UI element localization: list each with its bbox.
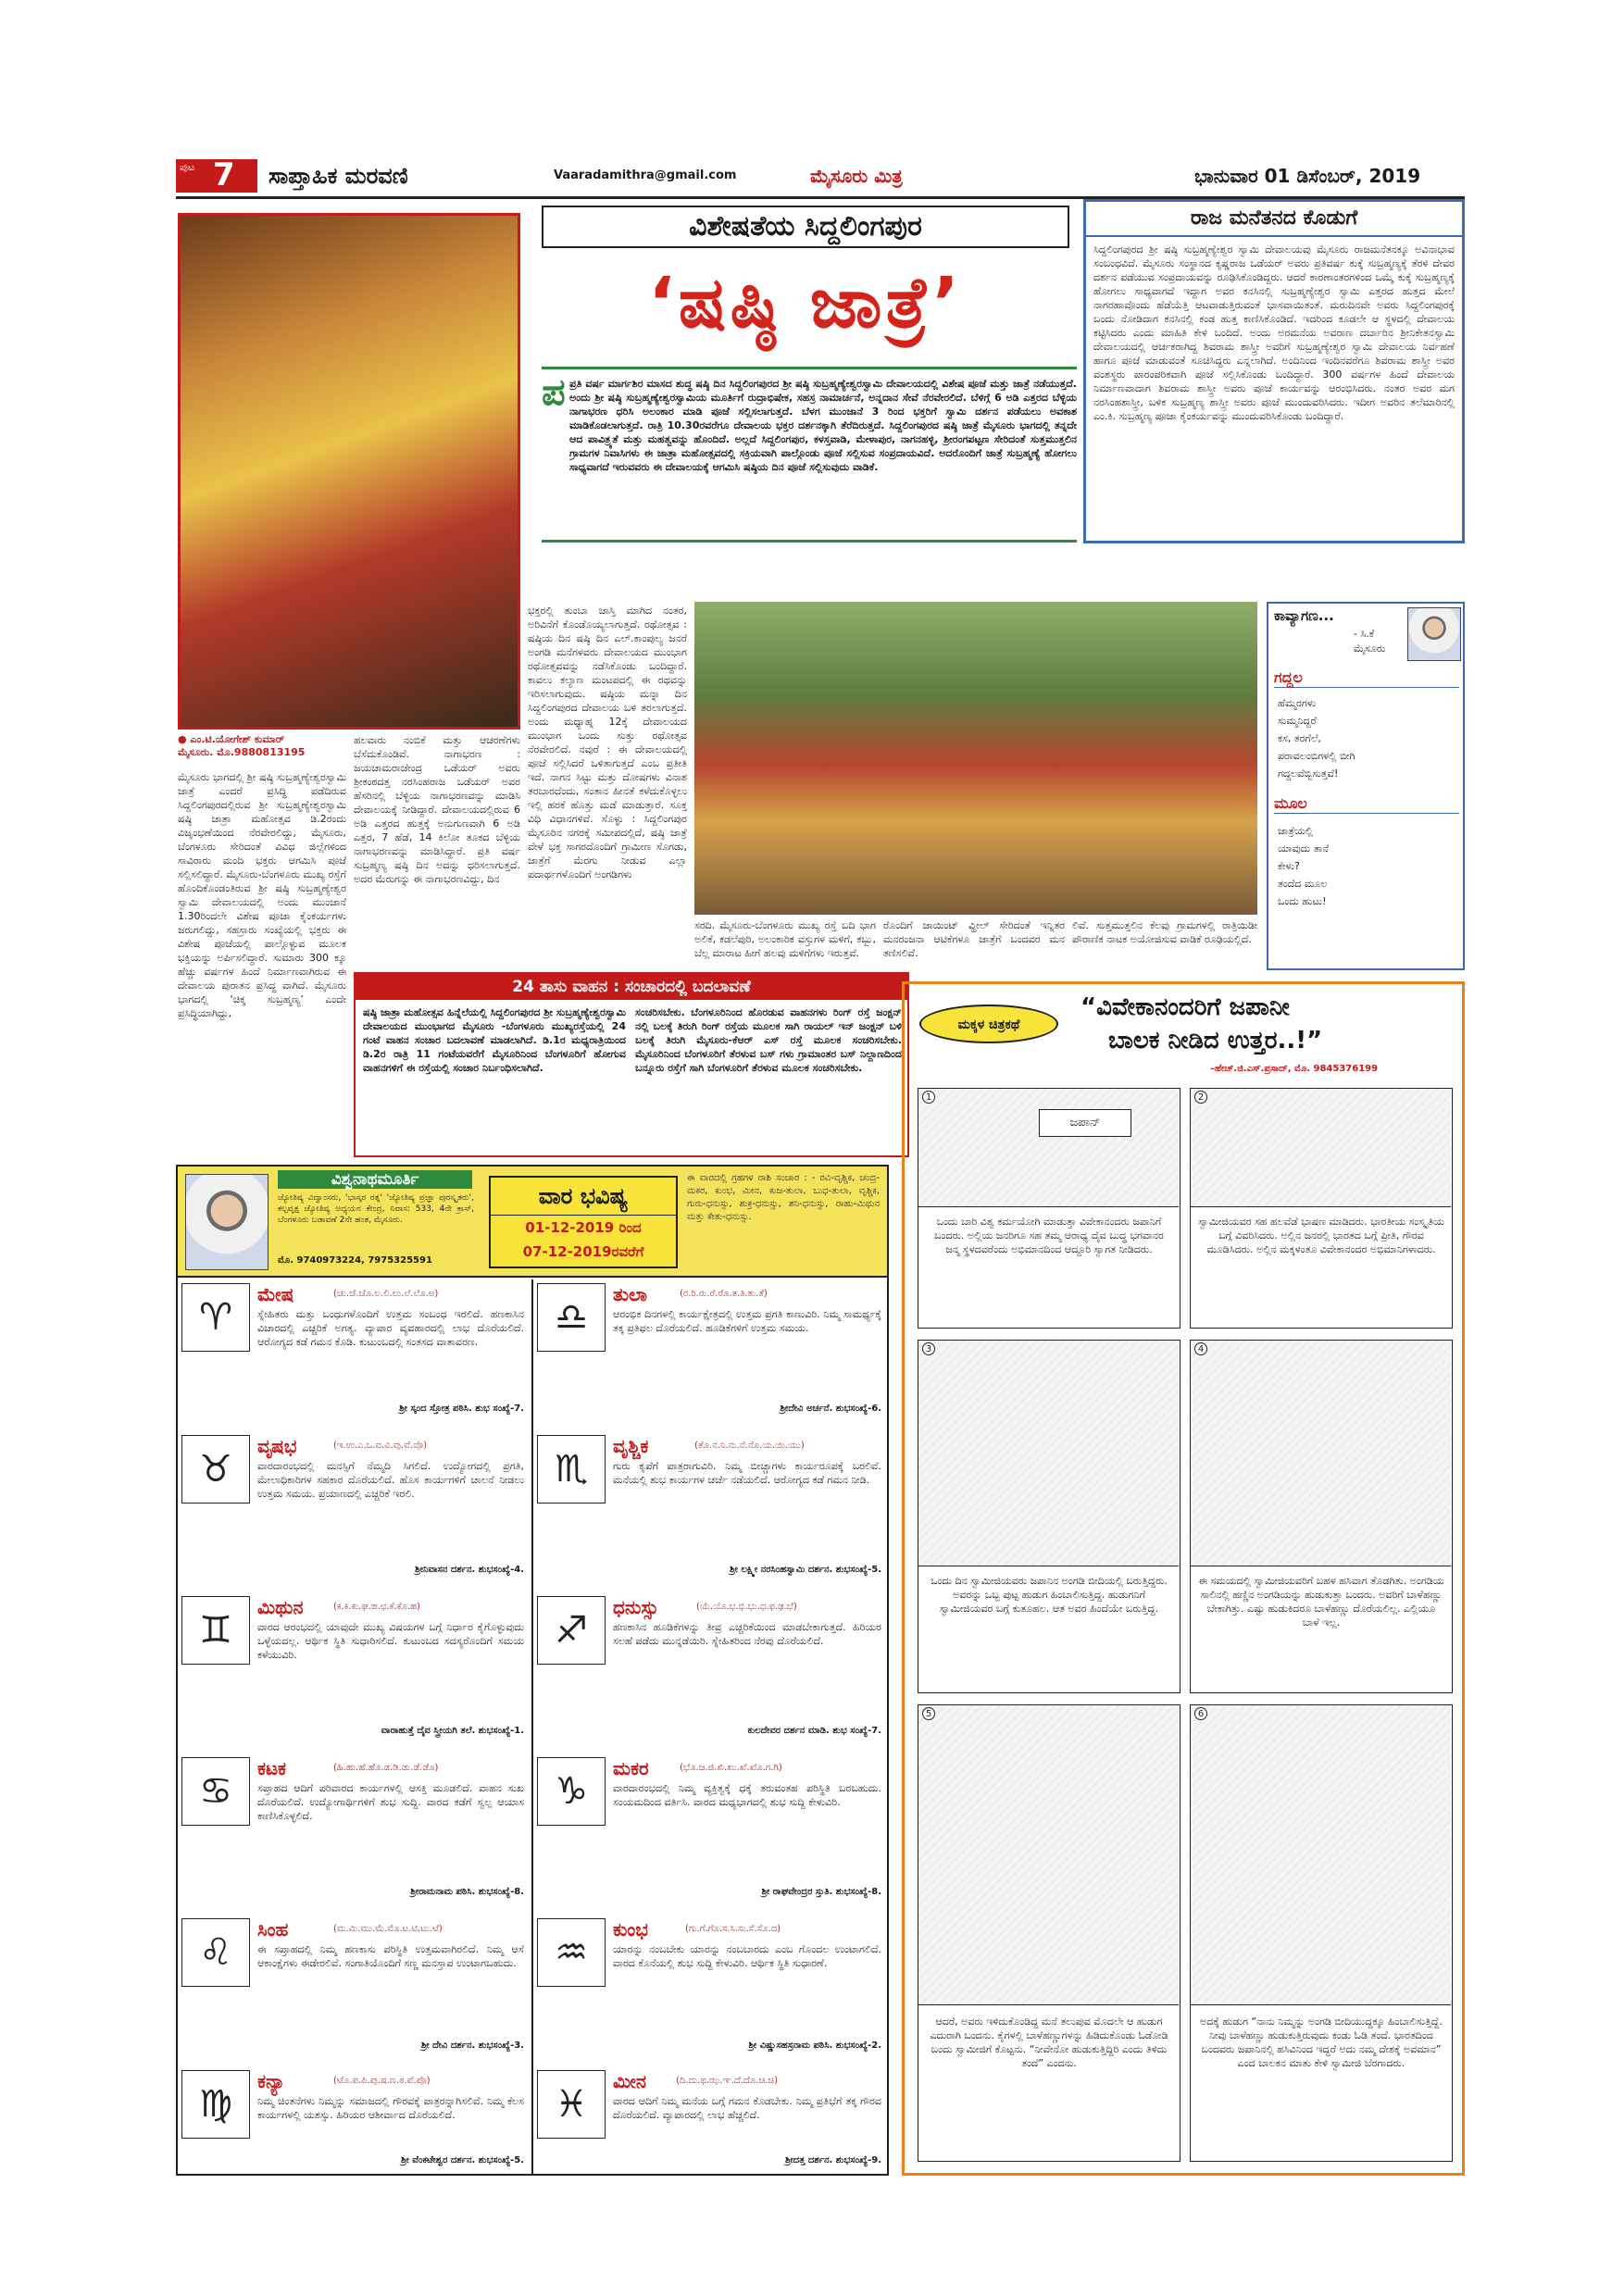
sign-glyph: ♋: [199, 1770, 232, 1813]
astrologer-photo: [185, 1174, 269, 1270]
kavya-box: [1267, 602, 1465, 970]
lion-icon: [181, 1918, 250, 1987]
weekly-forecast-title: ವಾರ ಭವಿಷ್ಯ: [491, 1178, 676, 1216]
poem-line: ಗದ್ದಲವೆಬ್ಬಿಸುತ್ತವೆ!: [1278, 767, 1339, 780]
page-number: 7: [213, 156, 235, 193]
sign-glyph: ♉: [199, 1448, 232, 1491]
sign-dhanussu: [537, 1596, 883, 1753]
poem1-lines: [1278, 694, 1459, 782]
panel-number: 3: [922, 1342, 935, 1355]
kavya-author: - ಸಿ.ಕೆ: [1354, 628, 1375, 640]
sign-name: ವೃಷಭ: [257, 1435, 297, 1457]
market-street-illustration: [918, 1341, 1179, 1566]
sign-remedy: ವಾರಾಹುತ್ತೆ ದೈವ ಸ್ತ್ರೀಯಗಿ ತಲೆ. ಶುಭಸಂಖ್ಯೆ-1.: [381, 1726, 524, 1736]
comic-panel-6: [1190, 1704, 1453, 2162]
sign-glyph: ♏: [555, 1448, 588, 1491]
transport-col-1: ಷಷ್ಠಿ ಜಾತ್ರಾ ಮಹೋತ್ಸವ ಹಿನ್ನೆಲೆಯಲ್ಲಿ ಸಿದ್ದಲಿಂಗಪುರದ ಶ್ರೀ ಸುಬ್ರಹ್ಮಣ್ಯೇಶ್ವರಸ್ವಾಮಿ ದೇವಾಲಯದ ಮುಂಭಾಗದ ಮೈಸೂರು -ಬೆಂಗಳೂರು ಮುಖ್ಯರಸ್ತೆಯಲ್ಲಿ 24 ಗಂಟೆ ವಾಹನ ಸಂಚಾರ ಬದಲಾವಣೆ ಮಾಡಲಾಗಿದೆ. ಡಿ.1ರ ಮಧ್ಯರಾತ್ರಿಯಿಂದ ಡಿ.2ರ ರಾತ್ರಿ 11 ಗಂಟೆಯವರೆಗೆ ಮೈಸೂರಿನಿಂದ ಬೆಂಗಳೂರಿಗೆ ಹೋಗುವ ವಾಹನಗಳಿಗೆ ಈ ರಸ್ತೆಯಲ್ಲಿ ಸಂಚಾರ ನಿರ್ಬಂಧಿಸಲಾಗಿದೆ.: [363, 1006, 626, 1074]
kavya-title: ಕಾವ್ಯಾಗಣ...: [1274, 607, 1334, 624]
vivekananda-portrait-illustration: [918, 1089, 1179, 1207]
sign-name: ಕಟಕ: [257, 1757, 287, 1779]
royal-box-header: [1086, 202, 1462, 237]
sign-name: ಸಿಂಹ: [257, 1918, 289, 1940]
sign-letters: (ದಿ.ದು.ಥ.ಝ.ಞ.ದೆ.ದೊ.ಚ.ಚಿ): [676, 2076, 778, 2086]
sign-forecast: ವಾರದ ಆದಿಗೆ ನಿಮ್ಮ ಮನೆಯ ಬಗ್ಗೆ ಗಮನ ಕೊಡಬೇಕು. ನಿಮ್ಮ ಪ್ರತಿಭೆಗೆ ತಕ್ಕ ಗೌರವ ದೊರೆಯಲಿದೆ. ವ್ಯಾಪಾರದಲ್ಲಿ ಲಾಭ ಹೆಚ್ಚಲಿದೆ.: [613, 2095, 881, 2121]
sign-kumbha: [537, 1918, 883, 2066]
boy-explaining-illustration: [1191, 1705, 1451, 2005]
bull-icon: [181, 1435, 250, 1504]
sign-remedy: ಶ್ರೀ ವಿಷ್ಣುಸಹಸ್ರನಾಮ ಪಠಿಸಿ. ಶುಭಸಂಖ್ಯೆ-2.: [748, 2040, 881, 2051]
sign-glyph: ♓: [555, 2083, 588, 2126]
sign-remedy: ಶ್ರೀನಿವಾಸನ ದರ್ಶನ. ಶುಭಸಂಖ್ಯೆ-4.: [415, 1565, 524, 1575]
poem-line: ಜಾತ್ರೆಯಲ್ಲಿ: [1278, 825, 1314, 837]
poem-line: ಪರಾವಲಂಬಿಗಳಲ್ಲಿ ಬೀಗಿ: [1278, 750, 1355, 762]
sign-remedy: ಶ್ರೀ ರಾಘವೇಂದ್ರರ ಸ್ತುತಿ. ಶುಭಸಂಖ್ಯೆ-8.: [761, 1887, 881, 1897]
crab-icon: [181, 1757, 250, 1826]
sign-letters: (ಭೊ.ಜ.ಜಿ.ಖಿ.ಖು.ಖೆ.ಖೊ.ಗ.ಗಿ): [680, 1763, 782, 1773]
poem-line: ಸುಮ್ಮನಿದ್ದರೆ: [1278, 715, 1317, 727]
sign-letters: (ಕ.ಕಿ.ಕು.ಘ.ಙ.ಛ.ಕೆ.ಕೊ.ಹ): [333, 1602, 420, 1612]
drop-cap: ಪ: [542, 371, 566, 414]
boy-offering-bananas-illustration: [918, 1705, 1179, 2005]
lead-column-2: ಹಲವಾರು ನಂಬಿಕೆ ಮತ್ತು ಆಚರಣೆಗಳು ಬೆಸೆದುಕೊಂಡಿವೆ. ನಾಗಾಭರಣ : ಜಯಚಾಮರಾಜೇಂದ್ರ ಒಡೆಯರ್ ಅವರು ಶ್ರೀಕಂಠದತ್ತ ನರಸಿಂಹರಾಜ ಒಡೆಯರ್ ಅವರ ಹೆಸರಿನಲ್ಲಿ ಬೆಳ್ಳಿಯ ನಾಗಾಭರಣವನ್ನು ಮಾಡಿಸಿ ದೇವಾಲಯಕ್ಕೆ ನೀಡಿದ್ದಾರೆ. ದೇವಾಲಯದಲ್ಲಿರುವ 6 ಅಡಿ ಎತ್ತರದ ಹುತ್ತಕ್ಕೆ ಅನುಗುಣವಾಗಿ 6 ಅಡಿ ಎತ್ತರ, 7 ಹೆಡೆ, 14 ಕಿಲೋ ತೂಕದ ಬೆಳ್ಳಿಯ ನಾಗಾಭರಣವನ್ನು ಮಾಡಿಸಿದ್ದಾರೆ. ಪ್ರತಿ ವರ್ಷ ಸುಬ್ರಹ್ಮಣ್ಯ ಷಷ್ಠಿ ದಿನ ಅದನ್ನು ಧರಿಸಲಾಗುತ್ತದೆ. ಅದರ ಮೆರುಗನ್ನು ಈ ನಾಗಾಭರಣವಿದ್ದು, ದಿನ: [354, 734, 520, 885]
sign-remedy: ಶ್ರೀ ಲಕ್ಷ್ಮೀ ನರಸಿಂಹಸ್ವಾಮಿ ದರ್ಶನ. ಶುಭಸಂಖ್ಯೆ-5.: [730, 1565, 881, 1575]
sign-glyph: ♎: [555, 1296, 588, 1339]
kavya-place: ಮೈಸೂರು: [1354, 643, 1386, 655]
astro-divider: [531, 1279, 533, 2174]
sign-glyph: ♑: [555, 1770, 588, 1813]
transport-col-2: ಸಂಚರಿಸಬೇಕು. ಬೆಂಗಳೂರಿನಿಂದ ಹೊರಡುವ ವಾಹನಗಳು ರಿಂಗ್ ರಸ್ತೆ ಜಂಕ್ಷನ್ ನಲ್ಲಿ ಬಲಕ್ಕೆ ತಿರುಗಿ ರಿಂಗ್ ರಸ್ತೆಯ ಮೂಲಕ ಸಾಗಿ ರಾಯಲ್ ಇನ್ ಜಂಕ್ಷನ್ ಬಳಿ ಬಲಕ್ಕೆ ತಿರುಗಿ ಮೈಸೂರು-ಕೆಆರ್ ಎಸ್ ರಸ್ತೆ ಮೂಲಕ ಸಂಚರಿಸಬೇಕು. ಮೈಸೂರಿನಿಂದ ಬೆಂಗಳೂರಿಗೆ ತೆರಳುವ ಬಸ್ ಗಳು ಗ್ರಾಮಾಂತರ ಬಸ್ ನಿಲ್ದಾಣದಿಂದ ಬನ್ನೂರು ರಸ್ತೆಗೆ ಸಾಗಿ ಬೆಂಗಳೂರಿಗೆ ತೆರಳುವ ಮೂಲಕ ಸಂಚರಿಸಬೇಕು.: [635, 1006, 902, 1074]
searching-fruit-illustration: [1191, 1341, 1451, 1566]
sign-letters: (ಚು.ಚೆ.ಚೊ.ಲ.ಲಿ.ಲು.ಲೆ.ಲೊ.ಅ): [333, 1289, 439, 1299]
sign-name: ಧನುಸ್ಸು: [613, 1596, 659, 1618]
sign-vrishabha: [181, 1435, 526, 1592]
panel-caption: ಅದಕ್ಕೆ ಹುಡುಗ “ನಾನು ನಿಮ್ಮನ್ನು ಅಂಗಡಿ ಬೀದಿಯುದ್ದಕ್ಕೂ ಹಿಂಬಾಲಿಸುತ್ತಿದ್ದೆ. ನೀವು ಬಾಳೆಹಣ್ಣು ಹುಡುಕುತ್ತಿರುವುದು ಕಂಡು ಓಡಿ ತಂದೆ. ಭಾರತದಿಂದ ಬಂದವರು ಜಪಾನಿನಲ್ಲಿ ಹಸಿವಿನಿಂದ ಇದ್ದರೆ ಅದು ನಮ್ಮ ದೇಶಕ್ಕೆ ಅವಮಾನ” ಎಂದ ಬಾಲಕನ ಮಾತು ಕೇಳಿ ಸ್ವಾಮೀಜಿ ಬೆರಗಾದರು.: [1200, 2015, 1443, 2069]
japan-sign: [1039, 1109, 1131, 1137]
comic-panel-4: [1190, 1340, 1453, 1693]
sign-name: ತುಲಾ: [613, 1283, 647, 1305]
royal-box-text: ಸಿದ್ದಲಿಂಗಪುರದ ಶ್ರೀ ಷಷ್ಠಿ ಸುಬ್ರಹ್ಮಣ್ಯೇಶ್ವರ ಸ್ವಾಮಿ ದೇವಾಲಯವು ಮೈಸೂರು ರಾಜಮನೆತನಕ್ಕೂ ಅವಿನಾಭಾವ ಸಂಬಂಧವಿದೆ. ಮೈಸೂರು ಸಂಸ್ಥಾನದ ಕೃಷ್ಣರಾಜ ಒಡೆಯರ್ ಅವರು ಪ್ರತಿವರ್ಷ ಕುಕ್ಕೆ ಸುಬ್ರಹ್ಮಣ್ಯಕ್ಕೆ ತೆರಳಿ ದೇವರ ದರ್ಶನ ಪಡೆಯುವ ಸಂಪ್ರದಾಯವನ್ನು ರೂಢಿಸಿಕೊಂಡಿದ್ದರು. ಆದರೆ ಕಾರಣಾಂತರಗಳಿಂದ ಒಮ್ಮೆ ಕುಕ್ಕೆ ಸುಬ್ರಹ್ಮಣ್ಯಕ್ಕೆ ಹೋಗಲು ಸಾಧ್ಯವಾಗದೆ ಇದ್ದಾಗ ಅವರ ಕನಸಿನಲ್ಲಿ ಸುಬ್ರಹ್ಮಣ್ಯೇಶ್ವರ ಸ್ವಾಮಿ ಎತ್ತರದ ಹುತ್ತದ ಮೇಲೆ ನಾಗರಹಾವೊಂದು ಹೆಡೆಯೆತ್ತಿ ಆಟವಾಡುತ್ತಿರುವಂತೆ ಭಾಸವಾಯಿತಂತೆ. ಮರುದಿನವೇ ಅವರು ಸಿದ್ದಲಿಂಗಪುರಕ್ಕೆ ಬಂದು ನೋಡಿದಾಗ ಕನಸಿನಲ್ಲಿ ಕಂಡ ಹುತ್ತ ಕಾಣಿಸಿಕೊಂಡಿದೆ. ಇದರಿಂದ ಕೂಡಲೇ ಆ ಸ್ಥಳದಲ್ಲಿ ದೇವಾಲಯ ಕಟ್ಟಿಸಿದರು ಎಂದು ಮಾಹಿತಿ ಕೇಳಿ ಬಂದಿದೆ. ಅಂದು ಅರಮನೆಯ ಅವರಾಣ ದರ್ಬಾರಿನ ಶ್ರೀನಿಕೇತನಸ್ವಾಮಿ ದೇವಾಲಯದಲ್ಲಿ ಆರ್ಚಕರಾಗಿದ್ದ ಶಿವರಾಮ ಶಾಸ್ತ್ರೀ ಅವರಿಗೆ ಸುಬ್ರಹ್ಮಣ್ಯೇಶ್ವರ ಸ್ವಾಮಿ ದೇವಾಲಯ ನಿರ್ವಹಣೆ ಹಾಗೂ ಪೂಜೆ ಮಾಡುವಂತೆ ಸೂಚಿಸಿದ್ದರು ಎನ್ನಲಾಗಿದೆ. ಅಂದಿನಿಂದ ಇಂದಿನವರೆಗೂ ಶಿವರಾಮ ಶಾಸ್ತ್ರೀ ಅವರ ವಂಶಸ್ಥರು ಪಾರಂಪರಿಕವಾಗಿ ಪೂಜೆ ಸಲ್ಲಿಸಿಕೊಂಡು ಬಂದಿದ್ದಾರೆ. 300 ವರ್ಷಗಳ ಹಿಂದೆ ದೇವಾಲಯ ನಿರ್ಮಾಣವಾದಾಗ ಶಿವರಾಮ ಶಾಸ್ತ್ರೀ ಅವರು ಪೂಜೆ ಕಾರ್ಯವನ್ನು ಆರಂಭಿಸಿದರು. ನಂತರ ಅವರ ಮಗ ನರಸಿಂಹಶಾಸ್ತ್ರೀ, ಬಳಿಕ ಸುಬ್ರಹ್ಮಣ್ಯ ಶಾಸ್ತ್ರೀ ಅವರು ಪೂಜೆ ಮುಂದುವರಿಸಿದರು. ಇದೀಗ ಅವರಿನ ತಲೆಮಾರಿನಲ್ಲಿ ಎಂ.ಕಿ. ಸುಬ್ರಹ್ಮಣ್ಯ ಪೂಜಾ ಕೈಂಕರ್ಯವನ್ನು ಮುಂದುವರಿಸಿಕೊಂಡು ಬಂದಿದ್ದಾರೆ.: [1093, 243, 1455, 422]
sign-name: ಕನ್ಯಾ: [257, 2070, 285, 2092]
comic-title-2: ಬಾಲಕ ನೀಡಿದ ಉತ್ತರ..!”: [1108, 1027, 1323, 1054]
poem-line: ಕೇಳು?: [1278, 860, 1300, 872]
sign-kataka: [181, 1757, 526, 1915]
sign-letters: (ಗು.ಗೆ.ಗೊ.ಸ.ಸಿ.ಸು.ಸೆ.ಸೊ.ದ): [685, 1924, 781, 1934]
sign-mithuna: [181, 1596, 526, 1753]
poem-line: ಯಾವುದು ತಾನೆ: [1278, 842, 1329, 855]
archer-icon: [537, 1596, 606, 1665]
byline-contact: ಮೈಸೂರು. ಮೊ.9880813195: [178, 746, 306, 758]
forecast-to: 07-12-2019ರವರೆಗೆ: [522, 1243, 644, 1260]
sign-remedy: ಶ್ರೀರಾಮನಾಮ ಪಠಿಸಿ. ಶುಭಸಂಖ್ಯೆ-8.: [410, 1887, 524, 1897]
crocodile-icon: [537, 1757, 606, 1826]
sign-makara: [537, 1757, 883, 1915]
sign-remedy: ಶ್ರೀದೇವಿ ಅರ್ಚನೆ. ಶುಭಸಂಖ್ಯೆ-6.: [780, 1404, 881, 1414]
pot-bearer-icon: [537, 1918, 606, 1987]
sign-glyph: ♌: [199, 1931, 232, 1974]
poem-line: ಒಂದು ಹುಟು!: [1278, 895, 1327, 907]
sign-remedy: ಶ್ರೀ ವೆಂಕಟೇಶ್ವರ ದರ್ಶನ. ಶುಭಸಂಖ್ಯೆ-5.: [400, 2155, 524, 2165]
sign-vrishchika: [537, 1435, 883, 1592]
sign-simha: [181, 1918, 526, 2066]
panel-number: 2: [1194, 1091, 1207, 1104]
byline-name: ● ಎಂ.ಟಿ.ಯೋಗೇಶ್ ಕುಮಾರ್: [178, 733, 285, 745]
poem-line: ತಂದೆದ ಮೂಲ: [1278, 878, 1328, 890]
sign-letters: (ಹಿ.ಹು.ಹೆ.ಹೊ.ಡ.ಡಿ.ಡು.ಡೆ.ಡೊ): [333, 1763, 439, 1773]
sign-forecast: ಆರಂಭಿಕ ದಿನಗಳಲ್ಲಿ ಕಾರ್ಯಕ್ಷೇತ್ರದಲ್ಲಿ ಉತ್ತಮ ಪ್ರಗತಿ ಕಾಣುವಿರಿ. ನಿಮ್ಮ ಸಾಮರ್ಥ್ಯಕ್ಕೆ ತಕ್ಕ ಪ್ರತಿಫಲ ದೊರೆಯಲಿದೆ. ಹೂಡಿಕೆಗಳಿಗೆ ಉತ್ತಮ ಸಮಯ.: [613, 1308, 881, 1334]
sign-letters: (ರ.ರಿ.ರು.ರೆ.ರೊ.ತ.ತಿ.ತು.ತೆ): [680, 1289, 768, 1299]
comic-credit: –ಹೇಚ್.ಜಿ.ಎಸ್.ಪ್ರಸಾದ್, ಮೊ. 9845376199: [1210, 1064, 1379, 1074]
panel-number: 1: [922, 1091, 935, 1104]
lead-headline: [542, 252, 1069, 354]
sign-forecast: ವಾರದ ಆರಂಭದಲ್ಲಿ ಯಾವುದೇ ಮುಖ್ಯ ವಿಷಯಗಳ ಬಗ್ಗೆ ನಿರ್ಧಾರ ಕೈಗೊಳ್ಳುವುದು ಒಳ್ಳೆಯದಲ್ಲ. ಆರ್ಥಿಕ ಸ್ಥಿತಿ ಸುಧಾರಿಸಲಿದೆ. ಕುಟುಂಬದ ಸದಸ್ಯರೊಂದಿಗೆ ಸಮಯ ಕಳೆಯುವಿರಿ.: [257, 1621, 524, 1661]
comic-title-1: “ವಿವೇಕಾನಂದರಿಗೆ ಜಪಾನೀ: [1081, 993, 1290, 1021]
contact-email: Vaaradamithra@gmail.com: [554, 168, 737, 182]
astrologer-phone: ಮೊ. 9740973224, 7975325591: [278, 1255, 432, 1266]
transport-box: [354, 972, 909, 1157]
comic-panel-3: [918, 1340, 1181, 1693]
panel-number: 5: [922, 1707, 935, 1720]
photo-caption-a: ಸರದಿ. ಮೈಸೂರು-ಬೆಂಗಳೂರು ಮುಖ್ಯ ರಸ್ತೆ ಬದಿ ಭಾಗ ಅಲಿಕೆ, ಕಡಲೆಪುರಿ, ಅಲಂಕಾರಿಕ ವಸ್ತುಗಳ ಮಳಿಗೆ, ಕಬ್ಬು, ಬೆಲ್ಲ ಮಾರಾಟ ಹೀಗೆ ಹಲವು ಮಳಿಗೆಗಳು ಇರುತ್ತವೆ.: [694, 919, 876, 959]
photo-caption-c: ಲಿವೆ. ಸುತ್ತಮುತ್ತಲಿನ ಕೆಲವು ಗ್ರಾಮಗಳಲ್ಲಿ ರಾತ್ರಿಯಿಡೀ ಪೌರಾಣಿಕ ನಾಟಕ ಅಯೋಜಿಸುವ ವಾಡಿಕೆ ರೂಢಿಯಲ್ಲಿದೆ.: [1072, 919, 1257, 945]
sign-remedy: ಶ್ರೀದತ್ತ ದರ್ಶನ. ಶುಭಸಂಖ್ಯೆ-9.: [784, 2155, 881, 2165]
poet-photo: [1407, 607, 1461, 661]
poem-line: ಕಸ, ತರಗೆಲೆ,: [1278, 732, 1321, 744]
astrologer-banner: [178, 1167, 887, 1278]
sign-glyph: ♈: [199, 1296, 232, 1339]
sign-glyph: ♐: [555, 1609, 588, 1652]
lead-headline-text: ‘ಷಷ್ಠಿ ಜಾತ್ರೆ’: [648, 261, 963, 343]
masthead: [176, 156, 1465, 194]
issue-date: ಭಾನುವಾರ 01 ಡಿಸೆಂಬರ್, 2019: [1194, 165, 1421, 187]
sign-tula: [537, 1283, 883, 1431]
sign-forecast: ನಿಮ್ಮ ಚಿಂತನೆಗಳು ನಿಮ್ಮನ್ನು ಸಮಾಜದಲ್ಲಿ ಗೌರವಕ್ಕೆ ಪಾತ್ರರನ್ನಾಗಿಸಲಿವೆ. ನಿಮ್ಮ ಕೆಲಸ ಕಾರ್ಯಗಳಲ್ಲಿ ಯಶಸ್ಸು. ಹಿರಿಯರ ಆಶೀರ್ವಾದ ದೊರೆಯಲಿದೆ.: [257, 2095, 524, 2121]
sign-name: ಮಿಥುನ: [257, 1596, 304, 1618]
twins-icon: [181, 1596, 250, 1665]
panel-caption: ಒಂದು ಬಾರಿ ವಿಶ್ವ ಕರ್ಮಯೋಗಿ ಮಾಡುತ್ತಾ ವಿವೇಕಾನಂದರು ಜಪಾನಿಗೆ ಬಂದರು. ಅಲ್ಲಿಯ ಜನರಿಗೂ ಸಹ ತಮ್ಮ ಆರಾಧ್ಯ ದೈವ ಬುದ್ಧ ಭಗವಾನರ ಜನ್ಮ ಸ್ಥಳದವರೆಂದು ಅಭಿಮಾನದಿಂದ ಆದ್ದೂರಿ ಸ್ವಾಗತ ನೀಡಿದರು.: [934, 1216, 1164, 1255]
ram-icon: [181, 1283, 250, 1352]
lead-column-1: ಮೈಸೂರು ಭಾಗದಲ್ಲಿ ಶ್ರೀ ಷಷ್ಠಿ ಸುಬ್ರಹ್ಮಣ್ಯೇಶ್ವರಸ್ವಾಮಿ ಜಾತ್ರೆ ಎಂದರೆ ಪ್ರಸಿದ್ಧಿ ಪಡೆದಿರುವ ಸಿದ್ದಲಿಂಗಪುರದಲ್ಲಿರುವ ಶ್ರೀ ಸುಬ್ರಹ್ಮಣ್ಯೇಶ್ವರಸ್ವಾಮಿ ಷಷ್ಠಿ ಜಾತ್ರಾ ಮಹೋತ್ಸವ ಡಿ.2ರಂದು ವಿಜೃಂಭಣೆಯಿಂದ ನೆರವೇರಲಿದ್ದು, ಮೈಸೂರು, ಬೆಂಗಳೂರು ಸೇರಿದಂತೆ ವಿವಿಧ ಜಿಲ್ಲೆಗಳಿಂದ ಸಾವಿರಾರು ಮಂದಿ ಭಕ್ತರು ಆಗಮಿಸಿ ಪೂಜೆ ಸಲ್ಲಿಸಲಿದ್ದಾರೆ. ಮೈಸೂರು-ಬೆಂಗಳೂರು ಮುಖ್ಯ ರಸ್ತೆಗೆ ಹೊಂದಿಕೊಂಡಂತಿರುವ ಶ್ರೀ ಷಷ್ಠಿ ಸುಬ್ರಹ್ಮಣ್ಯೇಶ್ವರ ಸ್ವಾಮಿ ದೇವಾಲಯದಲ್ಲಿ ಅಂದು ಮುಂಜಾನೆ 1.30ರಿಂದಲೇ ವಿಶೇಷ ಪೂಜಾ ಕೈಂಕರ್ಯಗಳು ಜರುಗಲಿದ್ದು, ಸಹಸ್ರಾರು ಸಂಖ್ಯೆಯಲ್ಲಿ ಭಕ್ತರು ಈ ವಿಶೇಷ ಪೂಜೆಯಲ್ಲಿ ಪಾಲ್ಗೊಳ್ಳುವ ಮೂಲಕ ಭಕ್ತಿಯನ್ನು ಅರ್ಪಿಸಲಿದ್ದಾರೆ. ಸುಮಾರು 300 ಕ್ಕೂ ಹೆಚ್ಚು ವರ್ಷಗಳ ಹಿಂದೆ ನಿರ್ಮಾಣವಾಗಿರುವ ಈ ದೇವಾಲಯ ಪುರಾತನ ಪ್ರಸಿದ್ಧ ವಾಗಿದೆ. ಮೈಸೂರು ಭಾಗದಲ್ಲಿ ‘ಚಿಕ್ಕ ಸುಬ್ರಹ್ಮಣ್ಯ’ ಎಂದೇ ಪ್ರಸಿದ್ಧಿಯಾಗಿದ್ದು,: [178, 771, 346, 1019]
sign-name: ಮೀನ: [613, 2070, 646, 2092]
sign-name: ಕುಂಭ: [613, 1918, 648, 1940]
sign-forecast: ಯಾರನ್ನು ನಂಬಬೇಕು ಯಾರನ್ನು ನಂಬಬಾರದು ಎಂಬ ಗೊಂದಲ ಉಂಟಾಗಲಿದೆ. ವಾರದ ಕೊನೆಯಲ್ಲಿ ಶುಭ ಸುದ್ದಿ ಕೇಳುವಿರಿ. ಆರ್ಥಿಕ ಸ್ಥಿತಿ ಸುಧಾರಣೆ.: [613, 1943, 881, 1969]
panel-caption: ಈ ಸಮಯದಲ್ಲಿ ಸ್ವಾಮೀಜಿಯವರಿಗೆ ಬಹಳ ಹಸಿವಾಗ ತೊಡಗಿತು. ಅಂಗಡಿಯ ಸಾಲಿನಲ್ಲಿ ಹಣ್ಣಿನ ಅಂಗಡಿಯನ್ನು ಹುಡುಕುತ್ತಾ ಬಂದರು. ಅವರಿಗೆ ಬಾಳೆಹಣ್ಣು ಬೇಕಾಗಿತ್ತು. ಎಷ್ಟು ಹುಡುಕಿದರೂ ಬಾಳೆಹಣ್ಣು ದೊರೆಯಲಿಲ್ಲ. ಎಲ್ಲಿಯೂ ಬಾಳೆ ಇಲ್ಲ.: [1198, 1575, 1444, 1628]
photo-caption-b: ರೊಂದಿಗೆ ಜಾಯಿಂಟ್ ವ್ಹೀಲ್ ಸೇರಿದಂತೆ ಇನ್ನಿತರ ಮನರಂಜನಾ ಆಟಿಕೆಗಳೂ ಜಾತ್ರೆಗೆ ಬಂದವರ ಮನ ತಣಿಸಲಿವೆ.: [883, 919, 1065, 959]
panel-caption: ಒಂದು ದಿನ ಸ್ವಾಮೀಜಿಯವರು ಜಪಾನಿನ ಅಂಗಡಿ ಬೀದಿಯಲ್ಲಿ ಬರುತ್ತಿದ್ದರು. ಅವರನ್ನು ಒಬ್ಬ ಪುಟ್ಟ ಹುಡುಗ ಹಿಂಬಾಲಿಸುತ್ತಿದ್ದ. ಹುಡುಗನಿಗೆ ಸ್ವಾಮೀಜಿಯವರ ಬಗ್ಗೆ ಕುತೂಹಲ. ಆತ ಅವರ ಹಿಂದೆಯೇ ಬರುತ್ತಿದ್ದ.: [931, 1575, 1168, 1615]
sign-name: ಮಕರ: [613, 1757, 649, 1779]
comic-badge-text: ಮಕ್ಕಳ ಚಿತ್ರಕಥೆ: [957, 1017, 1020, 1032]
sign-letters: (ಯೆ.ಯೊ.ಭ.ಭಿ.ಭು.ಧ.ಫ.ಢ.ಭೆ): [696, 1602, 797, 1612]
temple-deity-photo: [178, 213, 520, 730]
sign-forecast: ಹಣಕಾಸಿನ ಹೂಡಿಕೆಗಳನ್ನು ತೀವ್ರ ಎಚ್ಚರಿಕೆಯಿಂದ ಮಾಡಬೇಕಾಗುತ್ತದೆ. ಹಿರಿಯರ ಸಲಹೆ ಪಡೆದು ಮುನ್ನಡೆಯಿರಿ. ಸ್ನೇಹಿತರಿಂದ ನೆರವು ದೊರೆಯಲಿದೆ.: [613, 1621, 881, 1647]
sign-remedy: ಶ್ರೀ ಸ್ಕಂದ ಸ್ತೋತ್ರ ಪಠಿಸಿ. ಶುಭ ಸಂಖ್ಯೆ-7.: [399, 1404, 524, 1414]
sign-name: ಮೇಷ: [257, 1283, 294, 1305]
poem2-title: ಮೂಲ: [1274, 794, 1459, 814]
sign-forecast: ಗುರು ಕೃಪೆಗೆ ಪಾತ್ರರಾಗುವಿರಿ. ನಿಮ್ಮ ಬೀಚ್ಚಾಗಳು ಕಾರ್ಯರೂಪಕ್ಕೆ ಬರಲಿವೆ. ಮನೆಯಲ್ಲಿ ಶುಭ ಕಾರ್ಯಗಳ ಚರ್ಚೆ ನಡೆಯಲಿದೆ. ಆರೋಗ್ಯದ ಕಡೆ ಗಮನ ನೀಡಿ.: [613, 1460, 881, 1486]
sign-forecast: ವಾರದಾರಂಭದಲ್ಲಿ ಮನಸ್ಸಿಗೆ ನೆಮ್ಮದಿ ಸಿಗಲಿದೆ. ಉದ್ಯೋಗದಲ್ಲಿ ಪ್ರಗತಿ, ಮೇಲಾಧಿಕಾರಿಗಳ ಸಹಕಾರ ದೊರೆಯಲಿದೆ. ಹೊಸ ಕಾರ್ಯಗಳಿಗೆ ಚಾಲನೆ ನೀಡಲು ಉತ್ತಮ ಸಮಯ. ಪ್ರಯಾಣದಲ್ಲಿ ಎಚ್ಚರಿಕೆ ಇರಲಿ.: [257, 1460, 524, 1500]
transport-header: [356, 974, 907, 1000]
lecture-crowd-illustration: [1191, 1089, 1451, 1207]
comic-badge: [919, 1004, 1058, 1043]
astrologer-details: ಜ್ಯೋತಿಷ್ಯ ವಿದ್ವಾಂಸರು, 'ಭಾಸ್ಕರ ರತ್ನ' 'ಜ್ಯೋತಿಷ್ಯ ಪ್ರಜ್ಞಾ ಪುರಸ್ಕೃತರು', ಕಲ್ಪವೃಕ್ಷ ಜ್ಯೋತಿಷ್ಯ ಅಧ್ಯಯನ ಕೇಂದ್ರ, ನಿವಾಸ: 533, 4ನೇ ಕ್ರಾಸ್, ಬೆಂಗಳೂರು ಬಡಾವಣೆ 2ನೇ ಹಂತ, ಮೈಸೂರು.: [278, 1193, 474, 1225]
sign-letters: (ತೊ.ನ.ನಿ.ನು.ನೆ.ನೊ.ಯ.ಯಿ.ಯು): [694, 1441, 805, 1451]
sign-forecast: ಸಪ್ತಾಹದ ಆದಿಗೆ ಪರಿವಾರದ ಕಾರ್ಯಗಳಲ್ಲಿ ಆಸಕ್ತಿ ಮೂಡಲಿದೆ. ವಾಹನ ಸುಖ ದೊರೆಯಲಿದೆ. ಉದ್ಯೋಗಾರ್ಥಿಗಳಿಗೆ ಶುಭ ಸುದ್ದಿ. ವಾರದ ಕಡೆಗೆ ಸ್ವಲ್ಪ ಆಯಾಸ ಕಾಣಿಸಿಕೊಳ್ಳಲಿದೆ.: [257, 1782, 524, 1822]
maiden-icon: [181, 2070, 250, 2139]
scorpion-icon: [537, 1435, 606, 1504]
panel-number: 6: [1194, 1707, 1207, 1720]
comic-panel-1: [918, 1088, 1181, 1329]
sign-glyph: ♒: [555, 1931, 588, 1974]
transport-title: 24 ತಾಸು ವಾಹನ : ಸಂಚಾರದಲ್ಲಿ ಬದಲಾವಣೆ: [512, 978, 751, 996]
lead-kicker-text: ವಿಶೇಷತೆಯ ಸಿದ್ದಲಿಂಗಪುರ: [689, 210, 922, 243]
section-title: ಸಾಪ್ತಾಹಿಕ ಮರವಣಿ: [269, 163, 408, 189]
comic-panel-2: [1190, 1088, 1453, 1329]
royal-family-box: [1083, 199, 1465, 543]
page-number-badge: [176, 156, 257, 193]
sign-glyph: ♍: [199, 2083, 232, 2126]
lead-intro: [542, 367, 1077, 543]
sign-meena: [537, 2070, 883, 2172]
lead-column-3: ಭಕ್ತರಲ್ಲಿ ತುಂಬಾ ಜಾಸ್ತಿ ಮಾಗಿದ ನಂತರ, ಅರಿವಿನೆಗೆ ಕೊಂಡೊಯ್ಯಲಾಗುತ್ತದೆ. ರಥೋತ್ಸವ : ಷಷ್ಠಿಯ ದಿನ ಷಷ್ಠಿ ದಿನ ಎಲ್.ಕಾಂಪುಲ್ಯ ಜನರೆ ಅಂಗಡಿ ಮನೆಗಳವರು ದೇವಾಲಯದ ಮುಂಭಾಗ ರಥೋತ್ಸವವನ್ನು ನಡೆಸಿಕೊಂಡು ಬಂದಿದ್ದಾರೆ. ಕಾವಲು ಕಲ್ಯಾಣ ಮಂಟಪದಲ್ಲಿ ಈ ರಥವನ್ನು ಇರಿಸಲಾಗುವುದು. ಷಷ್ಠಿಯ ಮನ್ನಾ ದಿನ ಸಿದ್ದಲಿಂಗಪುರದ ದೇವಾಲಯ ಬಳಿ ತರಲಾಗುತ್ತದೆ. ಅಂದು ಮಧ್ಯಾಹ್ನ 12ಕ್ಕೆ ದೇವಾಲಯದ ಮುಂಭಾಗ ಒಂದು ಸುತ್ತು ರಥೋತ್ಸವ ನೆರವೇರಲಿದೆ. ನವುರೆ : ಈ ದೇವಾಲಯದಲ್ಲಿ ಪೂಜೆ ಸಲ್ಲಿಸಿದರೆ ಒಳಿತಾಗುತ್ತದೆ ಎಂಬ ಪ್ರತೀತಿ ಇದೆ. ನಾಗನ ಸಿಟ್ಟು ಮತ್ತು ದೋಷಗಳು ವಿನಾಶ ತರಬಾರದೆಂದು, ಸಂತಾನ ಹೀನತೆ ಕಳೆದುಕೊಳ್ಳಲು ಇಲ್ಲಿ ಹರಕೆ ಹೊತ್ತು ಮಡೆ ಮಾಡುತ್ತಾರೆ. ಸೂಕ್ತ ವಿಧಿ ವಿಧಾನಗಳಿವೆ. ಸೊಳ್ಳು : ಸಿದ್ದಲಿಂಗಪುರ ಮೈಸೂರಿನ ನಗರಕ್ಕೆ ಸಮೀಪದಲ್ಲಿದೆ, ಷಷ್ಠಿ ಜಾತ್ರೆ ವೇಳೆ ಭಕ್ತ ಸಾಗರದೊಂದಿಗೆ ಗ್ರಾಮೀಣ ಸೊಗಡು, ಜಾತ್ರೆಗೆ ಮೆರಗು ನೀಡುವ ಎಲ್ಲಾ ಪದಾರ್ಥಗಳೊಂದಿಗೆ ಅಂಗಡಿಗಳು: [528, 605, 687, 880]
poem1-title: ಗದ್ದಲ: [1274, 668, 1459, 688]
lead-intro-text: ಪ್ರತಿ ವರ್ಷ ಮಾರ್ಗಶಿರ ಮಾಸದ ಶುದ್ಧ ಷಷ್ಠಿ ದಿನ ಸಿದ್ದಲಿಂಗಪುರದ ಶ್ರೀ ಷಷ್ಠಿ ಸುಬ್ರಹ್ಮಣ್ಯೇಶ್ವರಸ್ವಾಮಿ ದೇವಾಲಯದಲ್ಲಿ ವಿಶೇಷ ಪೂಜೆ ಮತ್ತು ಜಾತ್ರೆ ನಡೆಯುತ್ತದೆ. ಅಂದು ಶ್ರೀ ಷಷ್ಠಿ ಸುಬ್ರಹ್ಮಣ್ಯೇಶ್ವರಸ್ವಾಮಿಯ ಮೂರ್ತಿಗೆ ರುದ್ರಾಭಿಷೇಕ, ಸಹಸ್ರ ನಾಮಾರ್ಚನೆ, ಅನ್ನದಾನ ಸೇವೆ ನೆರವೇರಲಿದೆ. ಬೆಳಿಗ್ಗೆ 6 ಅಡಿ ಎತ್ತರದ ಬೆಳ್ಳಿಯ ನಾಗಾಭರಣ ಧರಿಸಿ ಅಲಂಕಾರ ಮಾಡಿ ಪೂಜೆ ಸಲ್ಲಿಸಲಾಗುತ್ತದೆ. ಬೆಳಗ ಮುಂಜಾನೆ 3 ರಿಂದ ಭಕ್ತರಿಗೆ ಸ್ವಾಮಿ ದರ್ಶನ ಪಡೆಯಲು ಅವಕಾಶ ಮಾಡಿಕೊಡಲಾಗುತ್ತದೆ. ರಾತ್ರಿ 10.30ರವರೆಗೂ ದೇವಾಲಯ ಭಕ್ತರ ದರ್ಶನಕ್ಕಾಗಿ ತೆರೆದಿರುತ್ತದೆ. ಸಿದ್ದಲಿಂಗಪುರದ ಷಷ್ಠಿ ಜಾತ್ರೆ ಮೈಸೂರು ಭಾಗದಲ್ಲಿ ತನ್ನದೇ ಆದ ಪಾವಿತ್ರ್ಯತೆ ಮತ್ತು ಮಹತ್ವವನ್ನು ಹೊಂದಿದೆ. ಅಲ್ಲದೆ ಸಿದ್ದಲಿಂಗಪುರ, ಕಳಸ್ತವಾಡಿ, ಮೇಳಾಪುರ, ನಾಗನಹಳ್ಳಿ, ಶ್ರೀರಂಗಪಟ್ಟಣ ಸೇರಿದಂತೆ ಸುತ್ತಮುತ್ತಲಿನ ಗ್ರಾಮಗಳ ನಿವಾಸಿಗಳು ಈ ಜಾತ್ರಾ ಮಹೋತ್ಸವದಲ್ಲಿ ಸಕ್ರಿಯವಾಗಿ ಪಾಲ್ಗೊಂಡು ಪೂಜೆ ಸಲ್ಲಿಸುವ ಸಂಪ್ರದಾಯವಿದೆ. ಅದರೊಂದಿಗೆ ಜಾತ್ರೆ ಸುಬ್ರಹ್ಮಣ್ಯೆ ಹೋಗಲು ಸಾಧ್ಯವಾಗದೆ ಇರುವವರು ಈ ದೇವಾಲಯಕ್ಕೆ ಆಗಮಿಸಿ ಷಷ್ಠಿಯ ದಿನ ಪೂಜೆ ಸಲ್ಲಿಸುವುದು ವಾಡಿಕೆ.: [569, 378, 1077, 473]
page-label: ಪುಟ: [180, 161, 195, 173]
sign-remedy: ಕುಲದೇವರ ದರ್ಶನ ಮಾಡಿ. ಶುಭ ಸಂಖ್ಯೆ-7.: [747, 1726, 881, 1736]
sign-remedy: ಶ್ರೀ ದೇವಿ ದರ್ಶನ. ಶುಭಸಂಖ್ಯೆ-3.: [420, 2040, 524, 2051]
royal-box-title: ರಾಜ ಮನೆತನದ ಕೊಡುಗೆ: [1190, 206, 1358, 230]
jatre-crowd-photo: [694, 602, 1257, 915]
forecast-from: 01-12-2019 ರಿಂದ: [525, 1219, 642, 1236]
sign-glyph: ♊: [199, 1609, 232, 1652]
sign-forecast: ಸ್ನೇಹಿತರು ಮತ್ತು ಬಂಧುಗಳೊಂದಿಗೆ ಉತ್ತಮ ಸಂಬಂಧ ಇರಲಿದೆ. ಹಣಕಾಸಿನ ವಿಚಾರದಲ್ಲಿ ಎಚ್ಚರಿಕೆ ಅಗತ್ಯ. ವ್ಯಾಪಾರ ವ್ಯವಹಾರದಲ್ಲಿ ಲಾಭ ದೊರೆಯಲಿದೆ. ಆರೋಗ್ಯದ ಕಡೆ ಗಮನ ಕೊಡಿ. ಕುಟುಂಬದಲ್ಲಿ ಸಂತಸದ ವಾತಾವರಣ.: [257, 1308, 524, 1348]
lead-kicker: [542, 206, 1069, 248]
comic-panel-5: [918, 1704, 1181, 2162]
sign-forecast: ಈ ಸಪ್ತಾಹದಲ್ಲಿ ನಿಮ್ಮ ಹಣಕಾಸು ಪರಿಸ್ಥಿತಿ ಉತ್ತಮವಾಗಿರಲಿದೆ. ನಿಮ್ಮ ಆಸೆ ಆಕಾಂಕ್ಷೆಗಳು ಈಡೇರಲಿವೆ. ಸಂಗಾತಿಯೊಂದಿಗೆ ಸಣ್ಣ ಮನಸ್ತಾಪ ಉಂಟಾಗಬಹುದು.: [257, 1943, 524, 1969]
poem2-lines: [1278, 822, 1459, 910]
scales-icon: [537, 1283, 606, 1352]
planet-transit-text: ಈ ವಾರದಲ್ಲಿ ಗ್ರಹಗಳ ರಾಶಿ ಸಂಚಾರ : - ರವಿ-ವೃಶ್ಚಿಕ, ಚಂದ್ರ-ಮಕರ, ಕುಂಭ, ಮೀನ, ಕುಜ-ತುಲಾ, ಬುಧ-ತುಲಾ, ವೃಶ್ಚಿಕ, ಗುರು-ಧನುಸ್ಸು, ಶುಕ್ರ-ಧನುಸ್ಸು, ಶನಿ-ಧನುಸ್ಸು, ರಾಹು-ಮಿಥುನ ಮತ್ತು ಕೇತು-ಧನುಸ್ಸು.: [687, 1173, 880, 1222]
astrologer-name: ವಿಶ್ವನಾಥಮೂರ್ತಿ: [278, 1170, 472, 1189]
sign-letters: (ಇ.ಉ.ಎ.ಒ.ವ.ವಿ.ವು.ವೆ.ವೊ): [333, 1441, 428, 1451]
poem-line: ಹೆಮ್ಮರಗಳು: [1278, 697, 1317, 709]
sign-kanya: [181, 2070, 526, 2172]
sign-letters: (ಮ.ಮಿ.ಮು.ಮೆ.ಮೊ.ಟ.ಟಿ.ಟು.ಟೆ): [333, 1924, 443, 1934]
byline: [178, 733, 344, 765]
weekly-forecast-badge: [489, 1176, 678, 1268]
japan-sign-text: ಜಪಾನ್: [1069, 1116, 1101, 1129]
panel-caption: ಸ್ವಾಮೀಜಿಯವರ ಸಹ ಹಲವೆಡೆ ಭಾಷಣ ಮಾಡಿದರು. ಭಾರತೀಯ ಸಂಸ್ಕೃತಿಯ ಬಗ್ಗೆ ವಿವರಿಸಿದರು. ಅಲ್ಲಿನ ಜನರಲ್ಲಿ ಭಾರತದ ಬಗ್ಗೆ ಪ್ರೀತಿ, ಗೌರವ ಮೂಡಿಸಿದರು. ಅಲ್ಲಿನ ಮಕ್ಕಳಂತೂ ವಿವೇಕಾನಂದರ ಅಭಿಮಾನಿಗಳಾದರು.: [1198, 1216, 1444, 1255]
panel-caption: ಆದರೆ, ಅವರು ಇಳಿದುಕೊಂಡಿದ್ದ ಮನೆ ತಲುಪುವ ಮೊದಲೇ ಆ ಹುಡುಗ ಎದುರಾಗಿ ಬಂದನು. ಕೈಗಳಲ್ಲಿ ಬಾಳೆಹಣ್ಣುಗಳನ್ನು ಹಿಡಿದುಕೊಂಡು ಓಡೋಡಿ ಬಂದು ಸ್ವಾಮೀಜಿಗೆ ಕೊಟ್ಟನು. “ನೀವೇನೋ ಹುಡುಕುತ್ತಿದ್ದಿರಿ ಎಂದು ತಿಳಿದು ತಂದೆ” ಎಂದನು.: [930, 2015, 1168, 2069]
paper-name: ಮೈಸೂರು ಮಿತ್ರ: [810, 165, 903, 187]
panel-number: 4: [1194, 1342, 1207, 1355]
sign-forecast: ವಾರದಾರಂಭದಲ್ಲಿ ನಿಮ್ಮ ವ್ಯಕ್ತಿತ್ವಕ್ಕೆ ಧಕ್ಕೆ ತರುವಂತಹ ಪರಿಸ್ಥಿತಿ ಬರಬಹುದು. ಸಂಯಮದಿಂದ ವರ್ತಿಸಿ. ವಾರದ ಮಧ್ಯಭಾಗದಲ್ಲಿ ಶುಭ ಸುದ್ದಿ ಕೇಳುವಿರಿ.: [613, 1782, 881, 1808]
sign-letters: (ಟೊ.ಪ.ಪಿ.ಪು.ಷ.ಣ.ಠ.ಪೆ.ಪೊ): [333, 2076, 431, 2086]
comic-section: [902, 981, 1465, 2176]
sign-mesha: [181, 1283, 526, 1431]
sign-name: ವೃಶ್ಚಿಕ: [613, 1435, 649, 1457]
fish-icon: [537, 2070, 606, 2139]
